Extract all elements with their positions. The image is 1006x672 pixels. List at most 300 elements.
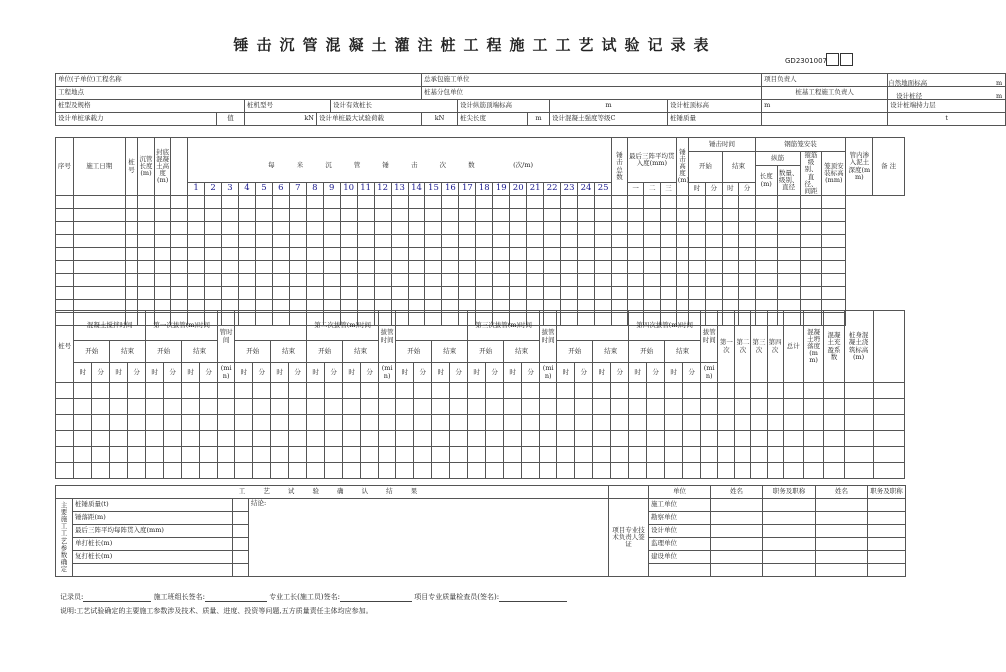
record-cell[interactable]	[683, 383, 701, 399]
record-cell[interactable]	[459, 248, 476, 261]
record-cell[interactable]	[56, 248, 74, 261]
record-cell[interactable]	[325, 431, 343, 447]
record-cell[interactable]	[271, 399, 289, 415]
record-cell[interactable]	[154, 235, 171, 248]
record-cell[interactable]	[306, 222, 323, 235]
record-cell[interactable]	[803, 383, 823, 399]
record-cell[interactable]	[844, 463, 873, 479]
record-cell[interactable]	[253, 383, 271, 399]
record-cell[interactable]	[824, 415, 844, 431]
code-box-1[interactable]	[826, 53, 839, 66]
record-cell[interactable]	[238, 209, 255, 222]
record-cell[interactable]	[271, 447, 289, 463]
record-cell[interactable]	[218, 431, 235, 447]
record-cell[interactable]	[255, 248, 272, 261]
record-cell[interactable]	[218, 415, 235, 431]
record-cell[interactable]	[578, 274, 595, 287]
record-cell[interactable]	[379, 399, 396, 415]
record-cell[interactable]	[676, 235, 688, 248]
record-cell[interactable]	[644, 235, 661, 248]
record-cell[interactable]	[629, 431, 647, 447]
record-cell[interactable]	[767, 415, 783, 431]
record-cell[interactable]	[238, 274, 255, 287]
record-cell[interactable]	[540, 399, 557, 415]
record-cell[interactable]	[272, 274, 289, 287]
record-cell[interactable]	[844, 431, 873, 447]
record-cell[interactable]	[414, 399, 432, 415]
record-cell[interactable]	[222, 222, 239, 235]
record-cell[interactable]	[425, 209, 442, 222]
record-cell[interactable]	[391, 235, 408, 248]
record-cell[interactable]	[272, 209, 289, 222]
record-cell[interactable]	[205, 209, 222, 222]
record-cell[interactable]	[767, 399, 783, 415]
record-cell[interactable]	[374, 261, 391, 274]
record-cell[interactable]	[689, 274, 706, 287]
record-cell[interactable]	[442, 248, 459, 261]
record-cell[interactable]	[493, 261, 510, 274]
record-cell[interactable]	[527, 235, 544, 248]
record-cell[interactable]	[442, 274, 459, 287]
record-cell[interactable]	[442, 235, 459, 248]
record-cell[interactable]	[612, 222, 628, 235]
record-cell[interactable]	[683, 447, 701, 463]
record-cell[interactable]	[739, 274, 756, 287]
record-cell[interactable]	[73, 222, 125, 235]
record-cell[interactable]	[379, 431, 396, 447]
record-cell[interactable]	[432, 383, 450, 399]
record-cell[interactable]	[459, 274, 476, 287]
record-cell[interactable]	[661, 235, 677, 248]
record-cell[interactable]	[154, 274, 171, 287]
record-cell[interactable]	[629, 383, 647, 399]
record-cell[interactable]	[718, 463, 735, 479]
record-cell[interactable]	[188, 261, 205, 274]
record-cell[interactable]	[527, 274, 544, 287]
record-cell[interactable]	[644, 248, 661, 261]
record-cell[interactable]	[222, 274, 239, 287]
record-cell[interactable]	[73, 209, 125, 222]
record-cell[interactable]	[307, 383, 325, 399]
record-cell[interactable]	[414, 415, 432, 431]
record-cell[interactable]	[128, 383, 146, 399]
record-cell[interactable]	[578, 287, 595, 300]
record-cell[interactable]	[644, 196, 661, 209]
record-cell[interactable]	[125, 235, 137, 248]
record-cell[interactable]	[486, 431, 504, 447]
record-cell[interactable]	[325, 399, 343, 415]
record-cell[interactable]	[767, 447, 783, 463]
record-cell[interactable]	[504, 415, 522, 431]
record-cell[interactable]	[540, 431, 557, 447]
record-cell[interactable]	[306, 274, 323, 287]
record-cell[interactable]	[171, 261, 188, 274]
record-cell[interactable]	[450, 431, 468, 447]
record-cell[interactable]	[873, 431, 904, 447]
record-cell[interactable]	[164, 399, 182, 415]
record-cell[interactable]	[253, 399, 271, 415]
record-cell[interactable]	[205, 274, 222, 287]
record-cell[interactable]	[255, 261, 272, 274]
record-cell[interactable]	[701, 383, 718, 399]
record-cell[interactable]	[468, 415, 486, 431]
record-cell[interactable]	[306, 209, 323, 222]
record-cell[interactable]	[218, 399, 235, 415]
record-cell[interactable]	[767, 383, 783, 399]
record-cell[interactable]	[751, 415, 767, 431]
record-cell[interactable]	[611, 463, 629, 479]
record-cell[interactable]	[611, 431, 629, 447]
record-cell[interactable]	[379, 415, 396, 431]
record-cell[interactable]	[755, 287, 777, 300]
record-cell[interactable]	[676, 222, 688, 235]
record-cell[interactable]	[561, 196, 578, 209]
record-cell[interactable]	[844, 383, 873, 399]
record-cell[interactable]	[689, 248, 706, 261]
record-cell[interactable]	[74, 415, 92, 431]
record-cell[interactable]	[289, 383, 307, 399]
record-cell[interactable]	[755, 196, 777, 209]
record-cell[interactable]	[205, 287, 222, 300]
record-cell[interactable]	[432, 447, 450, 463]
record-cell[interactable]	[873, 383, 904, 399]
record-cell[interactable]	[56, 383, 74, 399]
record-cell[interactable]	[396, 463, 414, 479]
record-cell[interactable]	[575, 399, 593, 415]
record-cell[interactable]	[171, 248, 188, 261]
record-cell[interactable]	[343, 431, 361, 447]
record-cell[interactable]	[595, 196, 612, 209]
record-cell[interactable]	[557, 399, 575, 415]
record-cell[interactable]	[138, 235, 155, 248]
record-cell[interactable]	[205, 248, 222, 261]
record-cell[interactable]	[522, 415, 540, 431]
record-cell[interactable]	[468, 431, 486, 447]
record-cell[interactable]	[271, 463, 289, 479]
record-cell[interactable]	[557, 447, 575, 463]
record-cell[interactable]	[844, 415, 873, 431]
record-cell[interactable]	[182, 463, 200, 479]
record-cell[interactable]	[705, 248, 722, 261]
record-cell[interactable]	[255, 222, 272, 235]
record-cell[interactable]	[182, 447, 200, 463]
record-cell[interactable]	[647, 431, 665, 447]
record-cell[interactable]	[125, 196, 137, 209]
record-cell[interactable]	[665, 415, 683, 431]
record-cell[interactable]	[701, 399, 718, 415]
record-cell[interactable]	[138, 222, 155, 235]
record-cell[interactable]	[425, 235, 442, 248]
record-cell[interactable]	[527, 261, 544, 274]
record-cell[interactable]	[306, 261, 323, 274]
record-cell[interactable]	[340, 287, 357, 300]
record-cell[interactable]	[323, 287, 340, 300]
record-cell[interactable]	[171, 274, 188, 287]
record-cell[interactable]	[822, 261, 846, 274]
record-cell[interactable]	[459, 235, 476, 248]
record-cell[interactable]	[718, 383, 735, 399]
record-cell[interactable]	[171, 196, 188, 209]
record-cell[interactable]	[718, 447, 735, 463]
record-cell[interactable]	[442, 209, 459, 222]
record-cell[interactable]	[188, 196, 205, 209]
record-cell[interactable]	[343, 383, 361, 399]
record-cell[interactable]	[822, 196, 846, 209]
record-cell[interactable]	[777, 222, 800, 235]
record-cell[interactable]	[739, 209, 756, 222]
record-cell[interactable]	[73, 196, 125, 209]
record-cell[interactable]	[357, 235, 374, 248]
record-cell[interactable]	[510, 196, 527, 209]
record-cell[interactable]	[544, 222, 561, 235]
record-cell[interactable]	[200, 383, 218, 399]
record-cell[interactable]	[272, 196, 289, 209]
record-cell[interactable]	[73, 248, 125, 261]
record-cell[interactable]	[450, 415, 468, 431]
record-cell[interactable]	[705, 287, 722, 300]
record-cell[interactable]	[73, 274, 125, 287]
record-cell[interactable]	[425, 261, 442, 274]
record-cell[interactable]	[289, 463, 307, 479]
record-cell[interactable]	[272, 222, 289, 235]
record-cell[interactable]	[361, 447, 379, 463]
record-cell[interactable]	[357, 196, 374, 209]
record-cell[interactable]	[222, 261, 239, 274]
record-cell[interactable]	[56, 196, 74, 209]
record-cell[interactable]	[751, 383, 767, 399]
record-cell[interactable]	[182, 415, 200, 431]
record-cell[interactable]	[374, 287, 391, 300]
record-cell[interactable]	[459, 209, 476, 222]
record-cell[interactable]	[73, 287, 125, 300]
record-cell[interactable]	[722, 235, 739, 248]
record-cell[interactable]	[188, 287, 205, 300]
record-cell[interactable]	[873, 399, 904, 415]
record-cell[interactable]	[575, 447, 593, 463]
design-diameter-cell[interactable]	[888, 87, 1006, 100]
record-cell[interactable]	[755, 248, 777, 261]
record-cell[interactable]	[683, 399, 701, 415]
record-cell[interactable]	[544, 261, 561, 274]
record-cell[interactable]	[357, 287, 374, 300]
record-cell[interactable]	[593, 399, 611, 415]
record-cell[interactable]	[739, 196, 756, 209]
record-cell[interactable]	[755, 261, 777, 274]
record-cell[interactable]	[255, 274, 272, 287]
record-cell[interactable]	[110, 447, 128, 463]
record-cell[interactable]	[800, 287, 822, 300]
record-cell[interactable]	[755, 209, 777, 222]
record-cell[interactable]	[468, 463, 486, 479]
record-cell[interactable]	[629, 415, 647, 431]
record-cell[interactable]	[128, 399, 146, 415]
record-cell[interactable]	[306, 287, 323, 300]
record-cell[interactable]	[751, 431, 767, 447]
record-cell[interactable]	[705, 235, 722, 248]
record-cell[interactable]	[391, 287, 408, 300]
record-cell[interactable]	[272, 287, 289, 300]
record-cell[interactable]	[767, 431, 783, 447]
record-cell[interactable]	[396, 415, 414, 431]
record-cell[interactable]	[171, 287, 188, 300]
record-cell[interactable]	[323, 248, 340, 261]
record-cell[interactable]	[307, 463, 325, 479]
record-cell[interactable]	[544, 196, 561, 209]
record-cell[interactable]	[735, 383, 751, 399]
record-cell[interactable]	[238, 196, 255, 209]
record-cell[interactable]	[627, 287, 644, 300]
record-cell[interactable]	[661, 209, 677, 222]
record-cell[interactable]	[361, 383, 379, 399]
record-cell[interactable]	[822, 235, 846, 248]
record-cell[interactable]	[361, 415, 379, 431]
record-cell[interactable]	[510, 274, 527, 287]
record-cell[interactable]	[357, 209, 374, 222]
record-cell[interactable]	[323, 222, 340, 235]
record-cell[interactable]	[661, 261, 677, 274]
record-cell[interactable]	[676, 261, 688, 274]
record-cell[interactable]	[665, 383, 683, 399]
record-cell[interactable]	[222, 196, 239, 209]
record-cell[interactable]	[255, 235, 272, 248]
record-cell[interactable]	[442, 261, 459, 274]
record-cell[interactable]	[396, 431, 414, 447]
record-cell[interactable]	[200, 431, 218, 447]
record-cell[interactable]	[722, 274, 739, 287]
record-cell[interactable]	[459, 261, 476, 274]
record-cell[interactable]	[665, 399, 683, 415]
record-cell[interactable]	[414, 431, 432, 447]
record-cell[interactable]	[544, 248, 561, 261]
record-cell[interactable]	[676, 248, 688, 261]
record-cell[interactable]	[644, 209, 661, 222]
record-cell[interactable]	[647, 447, 665, 463]
record-cell[interactable]	[205, 235, 222, 248]
record-cell[interactable]	[56, 431, 74, 447]
record-cell[interactable]	[751, 447, 767, 463]
record-cell[interactable]	[92, 463, 110, 479]
record-cell[interactable]	[343, 463, 361, 479]
record-cell[interactable]	[450, 399, 468, 415]
record-cell[interactable]	[561, 222, 578, 235]
record-cell[interactable]	[665, 447, 683, 463]
record-cell[interactable]	[74, 383, 92, 399]
record-cell[interactable]	[510, 248, 527, 261]
record-cell[interactable]	[56, 222, 74, 235]
record-cell[interactable]	[340, 235, 357, 248]
record-cell[interactable]	[544, 235, 561, 248]
record-cell[interactable]	[595, 235, 612, 248]
record-cell[interactable]	[408, 222, 425, 235]
record-cell[interactable]	[238, 287, 255, 300]
record-cell[interactable]	[289, 235, 306, 248]
record-cell[interactable]	[735, 463, 751, 479]
record-cell[interactable]	[414, 383, 432, 399]
record-cell[interactable]	[188, 209, 205, 222]
record-cell[interactable]	[408, 248, 425, 261]
record-cell[interactable]	[73, 235, 125, 248]
record-cell[interactable]	[289, 274, 306, 287]
record-cell[interactable]	[557, 383, 575, 399]
record-cell[interactable]	[540, 383, 557, 399]
record-cell[interactable]	[238, 261, 255, 274]
record-cell[interactable]	[307, 431, 325, 447]
record-cell[interactable]	[271, 383, 289, 399]
record-cell[interactable]	[442, 196, 459, 209]
record-cell[interactable]	[661, 248, 677, 261]
record-cell[interactable]	[182, 383, 200, 399]
record-cell[interactable]	[612, 287, 628, 300]
record-cell[interactable]	[540, 415, 557, 431]
record-cell[interactable]	[205, 196, 222, 209]
record-cell[interactable]	[676, 196, 688, 209]
record-cell[interactable]	[222, 209, 239, 222]
record-cell[interactable]	[722, 209, 739, 222]
record-cell[interactable]	[253, 463, 271, 479]
record-cell[interactable]	[110, 399, 128, 415]
record-cell[interactable]	[235, 415, 253, 431]
record-cell[interactable]	[110, 415, 128, 431]
record-cell[interactable]	[612, 196, 628, 209]
record-cell[interactable]	[343, 447, 361, 463]
record-cell[interactable]	[676, 287, 688, 300]
record-cell[interactable]	[74, 463, 92, 479]
record-cell[interactable]	[125, 209, 137, 222]
record-cell[interactable]	[154, 196, 171, 209]
record-cell[interactable]	[751, 399, 767, 415]
record-cell[interactable]	[408, 274, 425, 287]
record-cell[interactable]	[578, 235, 595, 248]
record-cell[interactable]	[722, 261, 739, 274]
record-cell[interactable]	[824, 383, 844, 399]
record-cell[interactable]	[578, 209, 595, 222]
record-cell[interactable]	[374, 274, 391, 287]
record-cell[interactable]	[182, 431, 200, 447]
record-cell[interactable]	[289, 447, 307, 463]
record-cell[interactable]	[289, 399, 307, 415]
record-cell[interactable]	[340, 261, 357, 274]
record-cell[interactable]	[578, 222, 595, 235]
record-cell[interactable]	[739, 261, 756, 274]
record-cell[interactable]	[414, 463, 432, 479]
record-cell[interactable]	[361, 399, 379, 415]
record-cell[interactable]	[253, 431, 271, 447]
record-cell[interactable]	[306, 248, 323, 261]
record-cell[interactable]	[255, 209, 272, 222]
record-cell[interactable]	[486, 463, 504, 479]
record-cell[interactable]	[504, 447, 522, 463]
record-cell[interactable]	[803, 447, 823, 463]
record-cell[interactable]	[289, 415, 307, 431]
record-cell[interactable]	[476, 261, 493, 274]
record-cell[interactable]	[92, 383, 110, 399]
record-cell[interactable]	[665, 463, 683, 479]
record-cell[interactable]	[396, 383, 414, 399]
record-cell[interactable]	[468, 447, 486, 463]
record-cell[interactable]	[689, 235, 706, 248]
record-cell[interactable]	[396, 447, 414, 463]
record-cell[interactable]	[777, 274, 800, 287]
record-cell[interactable]	[486, 447, 504, 463]
record-cell[interactable]	[188, 235, 205, 248]
record-cell[interactable]	[561, 209, 578, 222]
record-cell[interactable]	[486, 399, 504, 415]
record-cell[interactable]	[644, 274, 661, 287]
record-cell[interactable]	[647, 415, 665, 431]
record-cell[interactable]	[822, 287, 846, 300]
record-cell[interactable]	[575, 431, 593, 447]
record-cell[interactable]	[450, 447, 468, 463]
